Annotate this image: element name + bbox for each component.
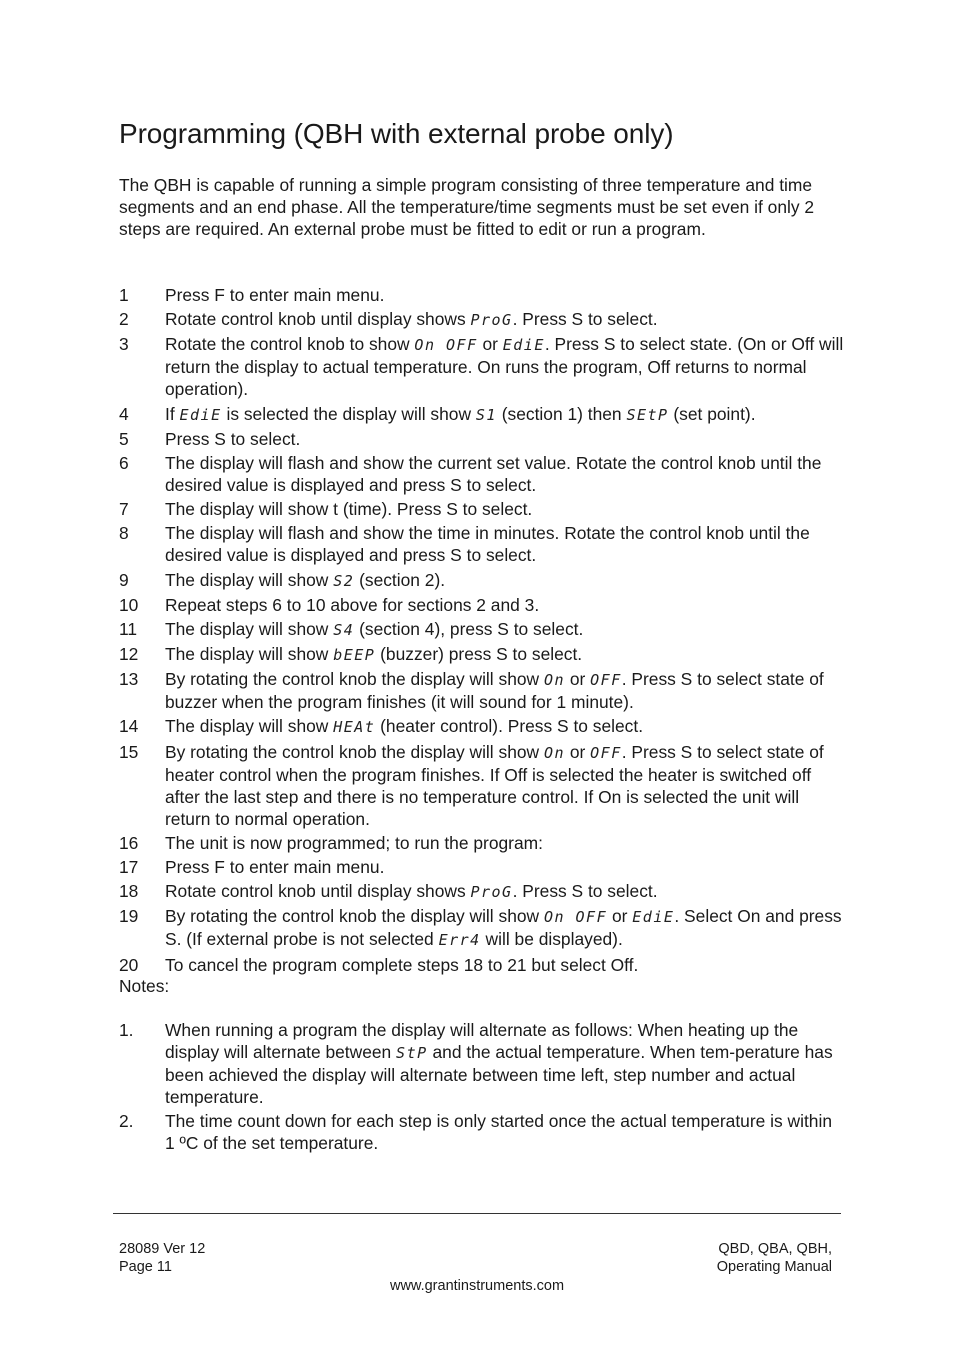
page-title: Programming (QBH with external probe only) xyxy=(119,118,674,149)
display-code: EdiE xyxy=(502,336,545,355)
step-item xyxy=(119,428,844,450)
step-item-text: (section 2). xyxy=(354,569,446,590)
note-item-text: When running a program the display will alternate as follows: When heating up the display will alternate between xyxy=(165,1020,799,1062)
step-item xyxy=(119,569,844,592)
step-item-text: is selected the display will show xyxy=(221,403,476,424)
step-item-text: (section 1) then xyxy=(496,403,627,424)
display-code: StP xyxy=(396,1044,428,1062)
step-item-number: 2 xyxy=(119,309,129,330)
display-code: S2 xyxy=(333,571,355,590)
step-item xyxy=(119,284,844,306)
step-item-text: (buzzer) press S to select. xyxy=(375,644,583,665)
step-item-text: Rotate control knob until display shows xyxy=(165,881,471,902)
step-item xyxy=(119,643,844,666)
step-item-text: By rotating the control knob the display will show xyxy=(165,741,544,762)
step-item-text: . Press S to select. xyxy=(512,881,658,902)
display-code: EdiE xyxy=(179,405,222,424)
display-code: On OFF xyxy=(543,908,608,927)
programming-steps-list xyxy=(119,284,844,978)
step-item xyxy=(119,741,844,830)
step-item xyxy=(119,668,844,713)
step-item-number: 13 xyxy=(119,669,139,690)
display-code: SEtP xyxy=(626,405,669,424)
intro-paragraph: The QBH is capable of running a simple program consisting of three temperature and time segments and an end phase. All the temperature/time segments must be set even if only 2 steps are required. An external probe must be fitted to edit or run a program. xyxy=(119,175,815,239)
step-item-number: 5 xyxy=(119,428,129,449)
step-item-text: The display will show xyxy=(165,644,334,665)
display-code: On xyxy=(543,743,565,762)
notes-heading: Notes: xyxy=(119,976,170,996)
step-item-text: Rotate control knob until display shows xyxy=(165,309,471,330)
step-item-text: The display will flash and show the time in minutes. Rotate the control knob until the desired value is displayed and press S to select. xyxy=(165,523,810,566)
display-code: OFF xyxy=(590,743,622,762)
display-code: On OFF xyxy=(414,336,478,355)
display-code: Err4 xyxy=(438,931,481,950)
step-item xyxy=(119,522,844,566)
step-item-text: Rotate the control knob to show xyxy=(165,334,415,355)
step-item-number: 11 xyxy=(119,618,138,639)
step-item xyxy=(119,452,844,496)
step-item-number: 17 xyxy=(119,857,139,877)
step-item-text: By rotating the control knob the display will show xyxy=(165,669,544,690)
step-item-number: 12 xyxy=(119,644,139,665)
step-item-number: 10 xyxy=(119,594,139,615)
step-item-text: . Press S to select state of buzzer when the program finishes (it will sound for 1 minute). xyxy=(165,669,824,713)
step-item-text: To cancel the program complete steps 18 to 21 but select Off. xyxy=(165,954,639,975)
step-item-text: Press F to enter main menu. xyxy=(165,857,385,877)
display-code: EdiE xyxy=(632,908,675,927)
display-code: ProG xyxy=(470,883,513,902)
step-item-text: By rotating the control knob the display will show xyxy=(165,906,544,927)
step-item-number: 15 xyxy=(119,741,139,762)
step-item-number: 8 xyxy=(119,523,129,544)
step-item-number: 19 xyxy=(119,906,139,927)
step-item xyxy=(119,333,844,400)
step-item xyxy=(119,856,844,878)
step-item-text: . Press S to select state of heater control when the program finishes. If Off is selected the heater is switched off after the last step and there is no temperature control. If On is selected the unit will return to normal operation. xyxy=(165,741,824,829)
step-item-text: or xyxy=(477,334,503,355)
step-item-text: The display will show xyxy=(165,569,334,590)
step-item-number: 3 xyxy=(119,334,129,355)
model-names: QBD, QBA, QBH, xyxy=(718,1241,832,1257)
step-item-text: The display will show t (time). Press S to select. xyxy=(165,499,533,520)
notes-list xyxy=(119,1019,844,1156)
note-item-number: 2. xyxy=(119,1111,134,1132)
website-link[interactable]: www.grantinstruments.com xyxy=(389,1278,565,1294)
step-item-text: or xyxy=(607,906,633,927)
step-item-text: (set point). xyxy=(668,403,756,424)
step-item-text: Press F to enter main menu. xyxy=(165,285,385,305)
doc-number: 28089 Ver 12 xyxy=(119,1241,206,1257)
step-item xyxy=(119,880,844,903)
step-item xyxy=(119,715,844,738)
display-code: bEEP xyxy=(333,646,376,665)
note-item xyxy=(119,1019,844,1108)
step-item-number: 4 xyxy=(119,403,129,424)
step-item xyxy=(119,498,844,520)
step-item-text: Repeat steps 6 to 10 above for sections 2 and 3. xyxy=(165,594,540,615)
note-item-number: 1. xyxy=(119,1020,134,1040)
manual-name: Operating Manual xyxy=(716,1259,832,1275)
step-item xyxy=(119,594,844,616)
step-item-text: The display will show xyxy=(165,716,334,737)
display-code: S1 xyxy=(475,405,497,424)
display-code: S4 xyxy=(333,620,355,639)
note-item xyxy=(119,1110,844,1154)
step-item-text: If xyxy=(165,403,180,424)
step-item-number: 6 xyxy=(119,452,129,473)
display-code: On xyxy=(543,671,565,690)
step-item-text: . Press S to select. xyxy=(512,309,658,330)
step-item xyxy=(119,905,844,951)
step-item-text: Press S to select. xyxy=(165,428,301,449)
footer-right xyxy=(717,1240,832,1276)
step-item-number: 18 xyxy=(119,881,139,902)
step-item-text: The unit is now programmed; to run the program: xyxy=(165,832,543,853)
display-code: ProG xyxy=(470,311,513,330)
step-item-text: or xyxy=(565,741,591,762)
step-item-text: or xyxy=(565,669,591,690)
step-item-text: will be displayed). xyxy=(480,929,623,950)
display-code: HEAt xyxy=(333,718,376,737)
step-item-number: 20 xyxy=(119,954,139,975)
step-item-text: . Press S to select state. (On or Off will return the display to actual temperature. On runs the program, Off returns to normal operation). xyxy=(165,334,844,400)
step-item-number: 1 xyxy=(119,285,129,305)
step-item-text: . Select On and press S. (If external probe is not selected xyxy=(165,906,842,950)
step-item xyxy=(119,403,844,426)
step-item xyxy=(119,308,844,331)
step-item-text: (heater control). Press S to select. xyxy=(375,716,644,737)
step-item-number: 14 xyxy=(119,716,139,737)
step-item xyxy=(119,618,844,641)
footer-left xyxy=(119,1240,205,1276)
step-item-text: The display will flash and show the current set value. Rotate the control knob until the desired value is displayed and press S to select. xyxy=(165,452,822,495)
step-item-text: The display will show xyxy=(165,618,334,639)
step-item xyxy=(119,954,844,976)
step-item xyxy=(119,832,844,854)
step-item-number: 16 xyxy=(119,832,139,853)
display-code: OFF xyxy=(590,671,622,690)
note-item-text: and the actual temperature. When tem-perature has been achieved the display will alternate between time left, step number and actual temperature. xyxy=(165,1042,833,1107)
step-item-text: (section 4), press S to select. xyxy=(354,618,584,639)
footer-divider xyxy=(113,1213,841,1214)
step-item-number: 9 xyxy=(119,569,129,590)
step-item-number: 7 xyxy=(119,499,129,520)
note-item-text: The time count down for each step is only started once the actual temperature is within 1 ºC of the set temperature. xyxy=(165,1111,832,1154)
page-number: Page 11 xyxy=(119,1259,172,1275)
